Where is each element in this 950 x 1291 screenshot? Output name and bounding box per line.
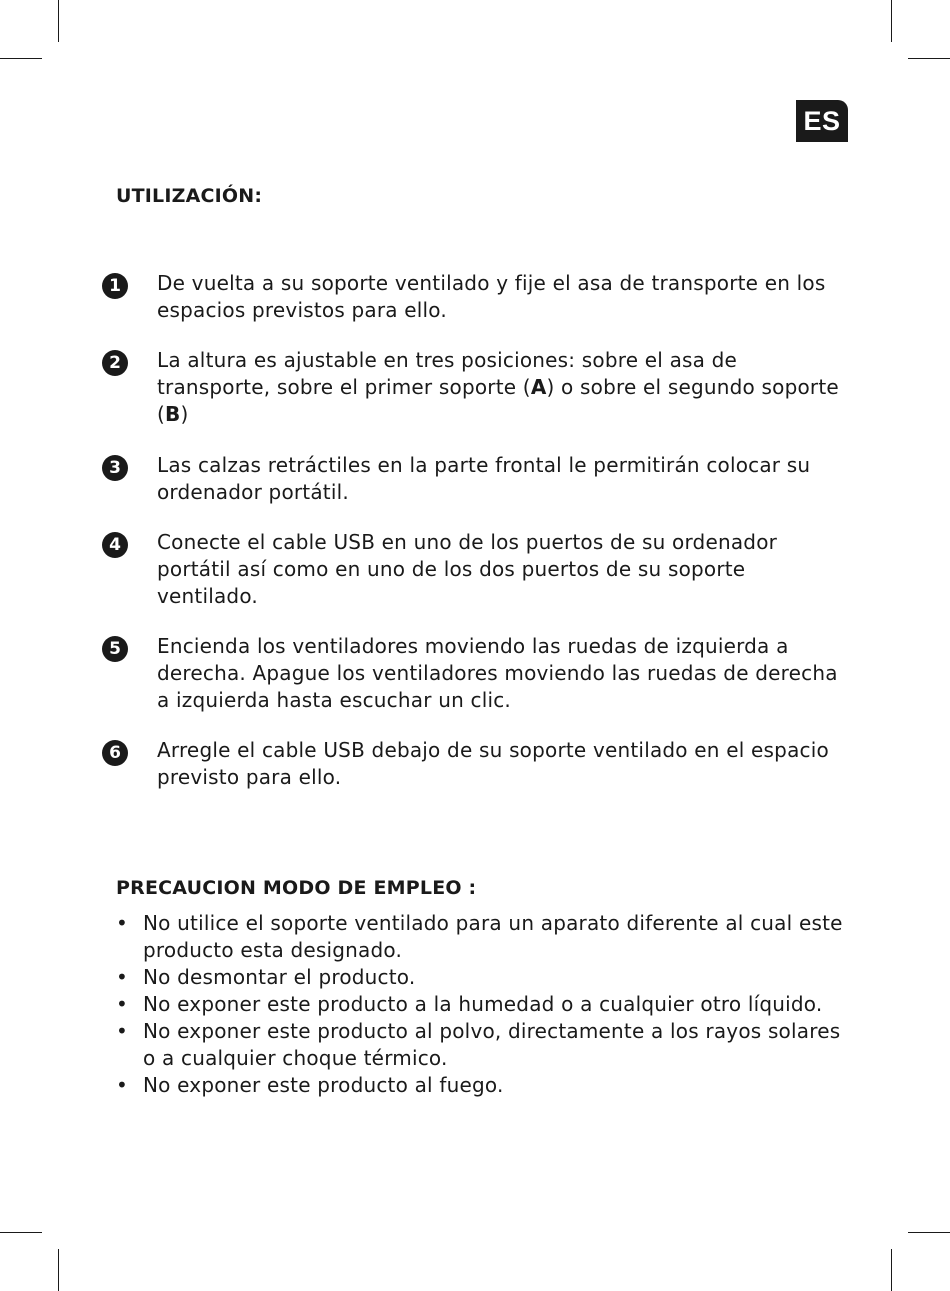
support-label-b: B bbox=[165, 402, 181, 426]
precautions-heading: PRECAUCION MODO DE EMPLEO : bbox=[116, 877, 477, 899]
step-text: De vuelta a su soporte ventilado y fije el asa de transporte en los espacios previstos para ello. bbox=[157, 271, 826, 322]
usage-heading: UTILIZACIÓN: bbox=[116, 185, 263, 207]
precaution-item bbox=[116, 1018, 856, 1072]
step-number-badge: 3 bbox=[102, 455, 128, 481]
precaution-item bbox=[116, 910, 856, 964]
step-text-part: La altura es ajustable en tres posiciones: sobre el asa de transporte, sobre el primer soporte ( bbox=[157, 348, 738, 399]
crop-mark-bottom-left-vertical bbox=[58, 1249, 59, 1291]
step-number-badge: 4 bbox=[102, 532, 128, 558]
bullet-icon: • bbox=[116, 1019, 128, 1043]
precaution-item bbox=[116, 1072, 856, 1099]
step-text bbox=[157, 347, 847, 428]
language-badge: ES bbox=[796, 100, 848, 142]
precautions-list bbox=[116, 910, 856, 1099]
crop-mark-bottom-right-horizontal bbox=[908, 1232, 950, 1233]
support-label-a: A bbox=[530, 375, 547, 399]
step-text: Las calzas retráctiles en la parte frontal le permitirán colocar su ordenador portátil. bbox=[157, 453, 811, 504]
step-text: Encienda los ventiladores moviendo las ruedas de izquierda a derecha. Apague los ventiladores moviendo las ruedas de derecha a izquierda hasta escuchar un clic. bbox=[157, 634, 838, 712]
precaution-text: No exponer este producto a la humedad o a cualquier otro líquido. bbox=[143, 992, 823, 1016]
precaution-text: No desmontar el producto. bbox=[143, 965, 416, 989]
precaution-text: No exponer este producto al polvo, directamente a los rayos solares o a cualquier choque térmico. bbox=[143, 1019, 841, 1070]
step-text: Conecte el cable USB en uno de los puertos de su ordenador portátil así como en uno de los dos puertos de su soporte ventilado. bbox=[157, 530, 778, 608]
step-number-badge: 6 bbox=[102, 740, 128, 766]
step-number-badge: 1 bbox=[102, 273, 128, 299]
precaution-text: No utilice el soporte ventilado para un aparato diferente al cual este producto esta designado. bbox=[143, 911, 843, 962]
precaution-text: No exponer este producto al fuego. bbox=[143, 1073, 504, 1097]
bullet-icon: • bbox=[116, 992, 128, 1016]
step-text: Arregle el cable USB debajo de su soporte ventilado en el espacio previsto para ello. bbox=[157, 738, 829, 789]
step-text-part: ) bbox=[180, 402, 189, 426]
step-number-badge: 2 bbox=[102, 350, 128, 376]
bullet-icon: • bbox=[116, 1073, 128, 1097]
step-number-badge: 5 bbox=[102, 636, 128, 662]
crop-mark-bottom-left-horizontal bbox=[0, 1232, 42, 1233]
bullet-icon: • bbox=[116, 911, 128, 935]
crop-mark-bottom-right-vertical bbox=[891, 1249, 892, 1291]
precaution-item bbox=[116, 991, 856, 1018]
precaution-item bbox=[116, 964, 856, 991]
bullet-icon: • bbox=[116, 965, 128, 989]
step-text-part: ) o sobre el segundo soporte ( bbox=[157, 375, 839, 426]
